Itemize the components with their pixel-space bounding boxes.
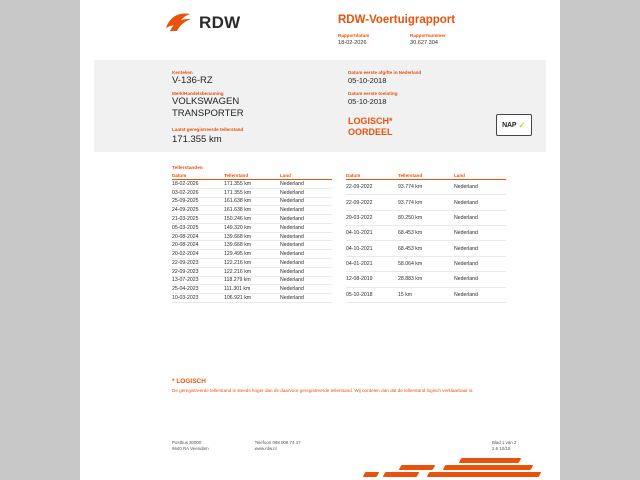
cell-country: Nederland xyxy=(454,256,506,271)
cell-odometer: 149.320 km xyxy=(224,223,280,232)
document-page xyxy=(80,0,560,480)
make-value: VOLKSWAGEN xyxy=(172,96,240,107)
make-model-label: Merk/Handelsbenaming xyxy=(172,91,224,96)
verdict-line-2: OORDEEL xyxy=(348,127,393,137)
table-row xyxy=(346,241,506,256)
verdict-block xyxy=(348,116,393,138)
cell-odometer: 139.668 km xyxy=(224,241,280,250)
cell-date: 22-09-2022 xyxy=(346,180,398,195)
odometer-table-right xyxy=(346,173,506,303)
odometer-table-left xyxy=(172,173,332,303)
table-row xyxy=(346,256,506,271)
cell-country: Nederland xyxy=(280,276,332,285)
cell-odometer: 93.774 km xyxy=(398,195,454,210)
cell-odometer: 111.301 km xyxy=(224,285,280,294)
cell-date: 04-10-2021 xyxy=(346,241,398,256)
table-row xyxy=(346,195,506,210)
cell-country: Nederland xyxy=(280,223,332,232)
cell-date: 22-09-2023 xyxy=(172,267,224,276)
cell-odometer: 118.279 km xyxy=(224,276,280,285)
footer-address xyxy=(172,440,209,452)
column-header-date: Datum xyxy=(346,173,398,180)
first-admission-value: 05-10-2018 xyxy=(348,97,387,106)
model-value: TRANSPORTER xyxy=(172,108,244,119)
cell-odometer: 80.250 km xyxy=(398,210,454,225)
nap-label: NAP xyxy=(502,121,517,129)
cell-country: Nederland xyxy=(280,197,332,206)
table-row xyxy=(172,215,332,224)
cell-country: Nederland xyxy=(280,232,332,241)
cell-date: 21-03-2025 xyxy=(172,215,224,224)
table-row xyxy=(172,285,332,294)
cell-country: Nederland xyxy=(454,241,506,256)
footer-pageinfo xyxy=(492,440,546,452)
table-row xyxy=(172,206,332,215)
cell-odometer: 129.495 km xyxy=(224,250,280,259)
table-row xyxy=(172,294,332,303)
document-header xyxy=(80,0,560,60)
table-row xyxy=(172,241,332,250)
cell-odometer: 28.883 km xyxy=(398,272,454,287)
rdw-stripes-icon xyxy=(340,454,560,480)
vehicle-info-left xyxy=(172,70,322,145)
footnote-title: * LOGISCH xyxy=(172,378,206,385)
cell-country: Nederland xyxy=(454,180,506,195)
column-header-odometer: Tellerstand xyxy=(398,173,454,180)
vehicle-info-right xyxy=(348,70,548,112)
cell-country: Nederland xyxy=(454,210,506,225)
first-registration-nl-value: 05-10-2018 xyxy=(348,76,387,85)
cell-date: 13-07-2023 xyxy=(172,276,224,285)
cell-date: 20-02-2024 xyxy=(172,250,224,259)
cell-date: 22-09-2022 xyxy=(346,195,398,210)
cell-odometer: 58.064 km xyxy=(398,256,454,271)
footnote-body: De geregistreerde tellerstand is steeds hoger dan de daarvoor geregistreerde tellerstand. Wij oordelen dan dat de tellerstand logisch verklaarbaar is. xyxy=(172,388,474,393)
table-row xyxy=(172,267,332,276)
odometer-label: Laatst geregistreerde tellerstand xyxy=(172,127,244,132)
cell-date: 10-03-2023 xyxy=(172,294,224,303)
cell-date: 20-08-2024 xyxy=(172,241,224,250)
form-version: 2.6 10/18 xyxy=(492,446,511,451)
cell-country: Nederland xyxy=(454,195,506,210)
document-footer xyxy=(80,434,560,480)
column-header-date: Datum xyxy=(172,173,224,180)
footer-website[interactable]: www.rdw.nl xyxy=(254,446,277,451)
cell-country: Nederland xyxy=(454,226,506,241)
verdict-line-1: LOGISCH* xyxy=(348,116,393,126)
column-header-country: Land xyxy=(280,173,332,180)
cell-odometer: 161.638 km xyxy=(224,206,280,215)
cell-odometer: 93.774 km xyxy=(398,180,454,195)
nap-approved-icon xyxy=(496,114,532,136)
cell-odometer: 171.355 km xyxy=(224,188,280,197)
cell-country: Nederland xyxy=(280,180,332,189)
table-row xyxy=(172,197,332,206)
cell-odometer: 161.638 km xyxy=(224,197,280,206)
odometer-table-section xyxy=(94,166,546,303)
table-row xyxy=(346,210,506,225)
vehicle-info-panel xyxy=(94,60,546,152)
license-plate-label: Kenteken xyxy=(172,70,193,75)
report-date-block xyxy=(338,33,396,46)
cell-country: Nederland xyxy=(280,215,332,224)
cell-odometer: 122.216 km xyxy=(224,267,280,276)
report-title: RDW-Voertuigrapport xyxy=(338,14,456,26)
cell-country: Nederland xyxy=(280,250,332,259)
cell-odometer: 122.216 km xyxy=(224,259,280,268)
footer-phone: Telefoon 088 008 74 47 xyxy=(254,440,301,445)
table-row xyxy=(346,180,506,195)
first-registration-nl-label: Datum eerste afgifte in Nederland xyxy=(348,70,422,75)
rdw-logo-text: RDW xyxy=(199,13,241,32)
cell-odometer: 68.453 km xyxy=(398,241,454,256)
cell-country: Nederland xyxy=(454,272,506,287)
table-row xyxy=(346,272,506,287)
table-title: Tellerstanden xyxy=(172,166,203,171)
cell-date: 05-10-2018 xyxy=(346,287,398,302)
cell-country: Nederland xyxy=(280,285,332,294)
table-row xyxy=(346,226,506,241)
cell-country: Nederland xyxy=(280,206,332,215)
odometer-value: 171.355 km xyxy=(172,134,222,145)
cell-date: 18-02-2026 xyxy=(172,180,224,189)
table-row xyxy=(172,250,332,259)
cell-country: Nederland xyxy=(454,287,506,302)
cell-date: 22-09-2023 xyxy=(172,259,224,268)
cell-country: Nederland xyxy=(280,188,332,197)
report-number-label: Rapportnummer xyxy=(410,33,446,38)
report-date-value: 18-02-2026 xyxy=(338,40,367,46)
page-number: Blad 1 van 2 xyxy=(492,440,517,445)
cell-country: Nederland xyxy=(280,241,332,250)
cell-country: Nederland xyxy=(280,294,332,303)
cell-date: 04-10-2021 xyxy=(346,226,398,241)
column-header-country: Land xyxy=(454,173,506,180)
license-plate-value: V-136-RZ xyxy=(172,75,213,86)
check-icon: ✓ xyxy=(518,119,526,130)
table-row xyxy=(172,188,332,197)
report-number-value: 30.627.304 xyxy=(410,40,438,46)
table-row xyxy=(172,259,332,268)
cell-country: Nederland xyxy=(280,267,332,276)
rdw-logo xyxy=(164,12,241,34)
cell-date: 29-03-2022 xyxy=(346,210,398,225)
cell-date: 25-09-2025 xyxy=(172,197,224,206)
table-row xyxy=(172,232,332,241)
cell-odometer: 106.921 km xyxy=(224,294,280,303)
cell-date: 05-03-2025 xyxy=(172,223,224,232)
first-admission-label: Datum eerste toelating xyxy=(348,91,398,96)
cell-odometer: 150.246 km xyxy=(224,215,280,224)
column-header-odometer: Tellerstand xyxy=(224,173,280,180)
footer-contact xyxy=(255,440,301,452)
footer-address-line-2: 9640 RA Veendam xyxy=(172,446,209,451)
table-row xyxy=(172,276,332,285)
report-number-block xyxy=(410,33,468,46)
table-row xyxy=(172,180,332,189)
report-meta xyxy=(338,33,468,46)
cell-date: 03-02-2026 xyxy=(172,188,224,197)
cell-date: 04-01-2021 xyxy=(346,256,398,271)
cell-country: Nederland xyxy=(280,259,332,268)
rdw-flame-icon xyxy=(164,12,194,34)
footnote-block xyxy=(172,378,522,395)
table-row xyxy=(172,223,332,232)
cell-date: 24-09-2025 xyxy=(172,206,224,215)
report-date-label: Rapportdatum xyxy=(338,33,370,38)
cell-date: 12-08-2019 xyxy=(346,272,398,287)
cell-date: 20-08-2024 xyxy=(172,232,224,241)
footer-address-line-1: Postbus 30000 xyxy=(172,440,202,445)
cell-odometer: 15 km xyxy=(398,287,454,302)
cell-odometer: 139.668 km xyxy=(224,232,280,241)
cell-odometer: 68.453 km xyxy=(398,226,454,241)
cell-date: 25-04-2023 xyxy=(172,285,224,294)
table-row xyxy=(346,287,506,302)
cell-odometer: 171.355 km xyxy=(224,180,280,189)
